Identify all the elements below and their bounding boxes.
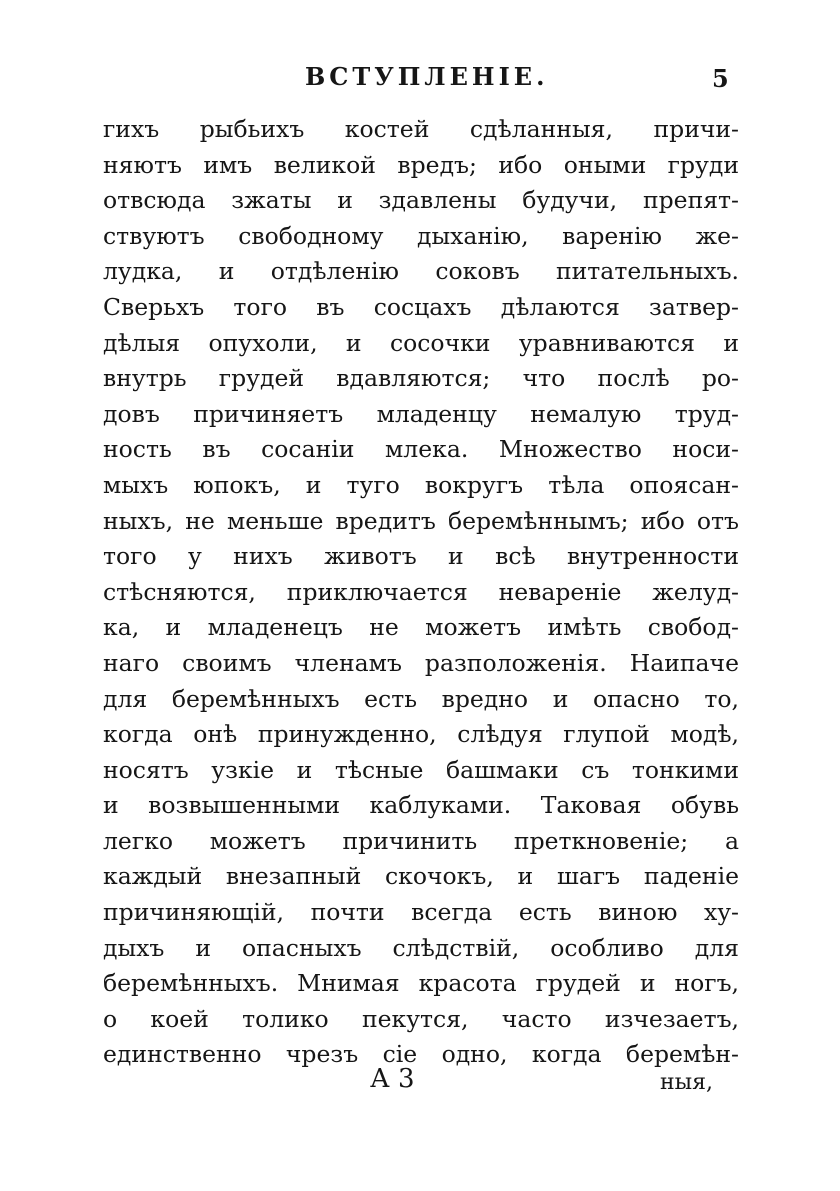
text-line: мыхъ юпокъ, и туго вокругъ тѣла опоясан- bbox=[103, 470, 739, 499]
text-line: стѣсняются, приключается невареніе желуд- bbox=[103, 577, 739, 606]
text-line: ныхъ, не меньше вредитъ беремѣннымъ; ибо отъ bbox=[103, 506, 739, 535]
text-line: довъ причиняетъ младенцу немалую труд- bbox=[103, 399, 739, 428]
text-line: единственно чрезъ сіе одно, когда беремѣн- bbox=[103, 1040, 739, 1069]
text-line: и возвышенными каблуками. Таковая обувь bbox=[103, 791, 739, 820]
text-line: лудка, и отдѣленію соковъ питательныхъ. bbox=[103, 257, 739, 286]
text-line: внутрь грудей вдавляются; что послѣ ро- bbox=[103, 364, 739, 393]
text-line: дыхъ и опасныхъ слѣдствій, особливо для bbox=[103, 933, 739, 962]
text-line: наго своимъ членамъ разположенія. Наипаче bbox=[103, 648, 739, 677]
text-line: легко можетъ причинить преткновеніе; а bbox=[103, 826, 739, 855]
text-line: ность въ сосаніи млека. Множество носи- bbox=[103, 435, 739, 464]
text-line: ка, и младенецъ не можетъ имѣть свобод- bbox=[103, 613, 739, 642]
text-line: беремѣнныхъ. Мнимая красота грудей и ногъ, bbox=[103, 969, 739, 998]
page-header bbox=[0, 62, 840, 102]
page-number: 5 bbox=[712, 64, 729, 93]
text-line: каждый внезапный скочокъ, и шагъ паденіе bbox=[103, 862, 739, 891]
text-line: носятъ узкіе и тѣсные башмаки съ тонкими bbox=[103, 755, 739, 784]
text-line: гихъ рыбьихъ костей сдѣланныя, причи- bbox=[103, 115, 739, 143]
text-line: того у нихъ животъ и всѣ внутренности bbox=[103, 542, 739, 571]
catchword: ныя, bbox=[660, 1070, 714, 1095]
text-line: причиняющій, почти всегда есть виною ху- bbox=[103, 898, 739, 927]
text-line: когда онѣ принужденно, слѣдуя глупой модѣ, bbox=[103, 720, 739, 749]
text-line: дѣлыя опухоли, и сосочки уравниваются и bbox=[103, 328, 739, 357]
running-head: ВСТУПЛЕНІЕ. bbox=[305, 62, 549, 91]
text-line: для беремѣнныхъ есть вредно и опасно то, bbox=[103, 684, 739, 713]
signature-mark: А 3 bbox=[370, 1064, 415, 1094]
body-text bbox=[103, 112, 739, 1073]
text-line: ствуютъ свободному дыханію, варенію же- bbox=[103, 221, 739, 250]
text-line: няютъ имъ великой вредъ; ибо оными груди bbox=[103, 150, 739, 179]
text-line: Сверьхъ того въ сосцахъ дѣлаются затвер- bbox=[103, 292, 739, 321]
text-line: отвсюда зжаты и здавлены будучи, препят- bbox=[103, 186, 739, 215]
page-footer bbox=[0, 1064, 840, 1108]
text-line: о коей толико пекутся, часто изчезаетъ, bbox=[103, 1004, 739, 1033]
